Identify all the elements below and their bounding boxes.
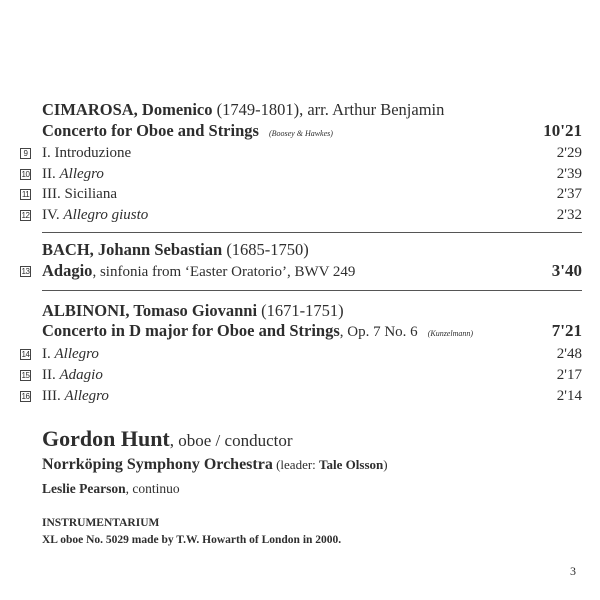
divider	[42, 290, 582, 291]
instrument-heading: INSTRUMENTARIUM	[42, 517, 160, 529]
track-duration: 2'29	[556, 144, 582, 161]
track-row	[20, 143, 582, 163]
composer-name: BACH, Johann Sebastian	[42, 240, 223, 259]
work-title: Adagio	[42, 261, 93, 280]
work-subtitle: , sinfonia from ‘Easter Oratorio’, BWV 249	[92, 264, 356, 280]
soloist-role: , oboe / conductor	[169, 431, 293, 450]
composer-dates: (1749-1801), arr. Arthur Benjamin	[212, 100, 445, 119]
soloist-name: Gordon Hunt	[42, 426, 170, 451]
movement-name: Allegro	[64, 387, 109, 404]
track-row	[20, 365, 582, 385]
movement-name: Adagio	[59, 366, 103, 383]
instrument-heading-line	[20, 515, 582, 531]
track-number-icon: 9	[20, 148, 31, 159]
track-row	[20, 205, 582, 225]
composer-name: ALBINONI, Tomaso Giovanni	[42, 301, 258, 320]
work-title-line	[20, 121, 582, 141]
work-title-line	[20, 321, 582, 341]
movement-numeral: I.	[42, 345, 55, 362]
track-row	[20, 184, 582, 204]
leader-close: )	[383, 457, 388, 472]
continuo-role: , continuo	[125, 481, 180, 496]
track-duration: 2'14	[556, 387, 582, 404]
orchestra-name: Norrköping Symphony Orchestra	[42, 456, 273, 473]
movement-numeral: III.	[42, 185, 65, 202]
movement-name: Introduzione	[54, 144, 132, 161]
work-duration: 7'21	[551, 321, 582, 340]
leader-name: Tale Olsson	[319, 457, 384, 472]
track-row	[20, 344, 582, 364]
track-number-icon: 16	[21, 391, 30, 401]
soloist-line	[20, 426, 582, 452]
instrument-text: XL oboe No. 5029 made by T.W. Howarth of London in 2000.	[42, 534, 342, 546]
leader-label: (leader:	[272, 457, 320, 472]
divider	[42, 232, 582, 233]
composer-dates: (1685-1750)	[222, 240, 309, 259]
track-number-icon: 15	[21, 370, 30, 380]
movement-name: Siciliana	[64, 185, 117, 202]
movement-numeral: II.	[42, 165, 60, 182]
movement-numeral: II.	[42, 366, 60, 383]
page-number: 3	[570, 564, 576, 578]
movement-numeral: IV.	[42, 206, 64, 223]
composer-dates: (1671-1751)	[257, 301, 344, 320]
movement-name: Allegro	[59, 165, 104, 182]
track-duration: 2'17	[556, 366, 582, 383]
composer-name: CIMAROSA, Domenico	[42, 100, 213, 119]
track-row	[20, 164, 582, 184]
movement-numeral: III.	[42, 387, 65, 404]
track-number-icon: 14	[21, 349, 30, 359]
movement-numeral: I.	[42, 144, 55, 161]
work-title: Concerto in D major for Oboe and Strings	[42, 321, 340, 340]
track-row	[20, 386, 582, 406]
track-number-icon: 10	[21, 169, 30, 179]
track-number-icon: 12	[21, 210, 30, 220]
track-number-icon: 11	[21, 189, 30, 199]
publisher: (Boosey & Hawkes)	[268, 129, 333, 138]
orchestra-line	[20, 455, 582, 475]
publisher: (Kunzelmann)	[427, 329, 474, 338]
continuo-name: Leslie Pearson	[42, 481, 126, 496]
composer-line	[20, 301, 582, 321]
work-opus: , Op. 7 No. 6	[339, 324, 418, 340]
track-number-icon: 13	[21, 266, 30, 276]
track-duration: 2'37	[556, 185, 582, 202]
movement-name: Allegro	[54, 345, 99, 362]
track-duration: 2'48	[556, 345, 582, 362]
work-duration: 10'21	[543, 121, 582, 140]
work-title-line	[20, 261, 582, 281]
track-duration: 2'32	[556, 206, 582, 223]
continuo-line	[20, 479, 582, 499]
work-duration: 3'40	[551, 261, 582, 280]
movement-name: Allegro giusto	[63, 206, 149, 223]
work-title: Concerto for Oboe and Strings	[42, 121, 259, 140]
composer-line	[20, 240, 582, 260]
composer-line	[20, 100, 582, 120]
instrument-text-line	[20, 532, 582, 548]
track-duration: 2'39	[556, 165, 582, 182]
